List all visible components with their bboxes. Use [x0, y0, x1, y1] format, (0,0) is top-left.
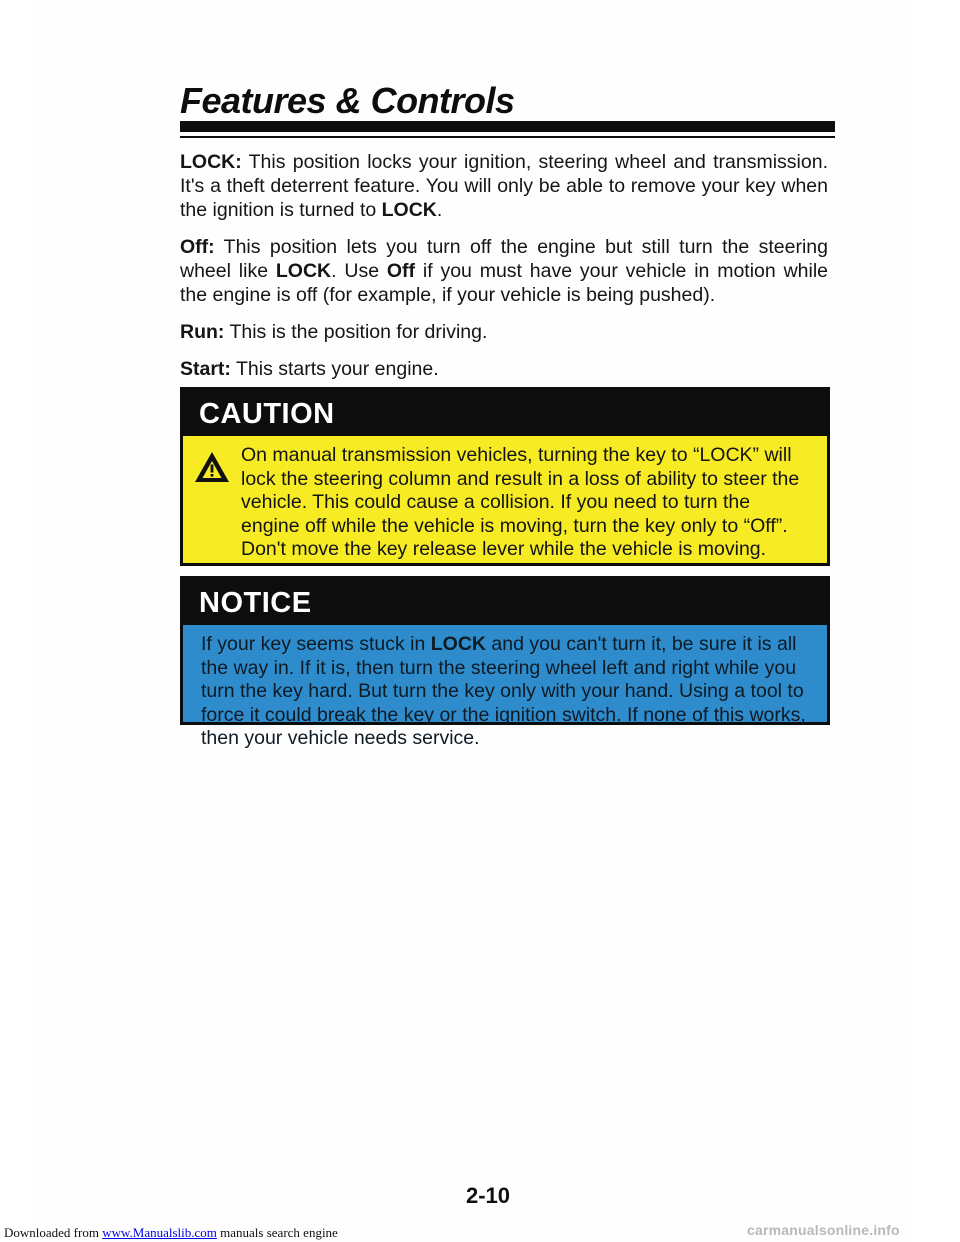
title-rule: [180, 121, 835, 132]
footer-suffix: manuals search engine: [216, 1225, 338, 1240]
footer-prefix: Downloaded from: [4, 1225, 103, 1240]
term-run: Run:: [180, 321, 225, 343]
text: if you must have your vehicle in motion while the engine is off (for example, if your vehicle is being pushed).: [180, 260, 829, 306]
term-lock: LOCK:: [180, 151, 242, 173]
manualslib-link[interactable]: www.Manualslib.com: [102, 1225, 217, 1240]
body-text: [180, 150, 828, 394]
watermark: carmanualsonline.info: [747, 1222, 900, 1238]
paragraph-run: [180, 320, 828, 344]
notice-text: If your key seems stuck in: [201, 633, 431, 655]
paragraph-off: [180, 235, 828, 307]
term-lock-inline: LOCK: [381, 199, 437, 221]
text: This is the position for driving.: [224, 321, 488, 343]
notice-box: [180, 576, 830, 749]
term-start: Start:: [180, 358, 231, 380]
term-off-inline: Off: [386, 260, 416, 282]
term-lock-inline: LOCK: [430, 633, 486, 655]
text: This starts your engine.: [230, 358, 439, 380]
section-title: Features & Controls: [180, 80, 515, 121]
text: This position lets you turn off the engine but still turn the steering wheel like: [180, 236, 828, 282]
text: . Use: [331, 260, 387, 282]
notice-text: and you can't turn it, be sure it is all the way in. If it is, then turn the steering wheel left and right while you turn the key hard. But turn the key only with your hand. Using a tool to force it could break the key or the ignition switch. If none of this works, then your vehicle needs service.: [201, 633, 806, 749]
paragraph-start: [180, 357, 828, 381]
caution-content: [183, 436, 827, 562]
term-off: Off:: [180, 236, 215, 258]
download-footer: [4, 1225, 338, 1241]
caution-box: [180, 387, 830, 566]
caution-text: On manual transmission vehicles, turning the key to “LOCK” will lock the steering column and result in a loss of ability to steer the vehicle. This could cause a collision. If you need to turn the engine off while the vehicle is moving, turn the key only to “Off”. Don't move the key release lever while the vehicle is moving.: [241, 444, 800, 560]
warning-triangle-icon: [193, 450, 231, 484]
text: .: [436, 199, 443, 221]
title-rule-thin: [180, 136, 835, 138]
paragraph-lock: [180, 150, 828, 222]
notice-content: [183, 625, 827, 751]
page-number: 2-10: [466, 1183, 511, 1208]
caution-heading: CAUTION: [183, 390, 827, 436]
notice-heading: NOTICE: [183, 579, 827, 625]
text: This position locks your ignition, steering wheel and transmission. It's a theft deterrent feature. You will only be able to remove your key when the ignition is turned to: [180, 151, 828, 221]
term-lock-inline: LOCK: [275, 260, 332, 282]
